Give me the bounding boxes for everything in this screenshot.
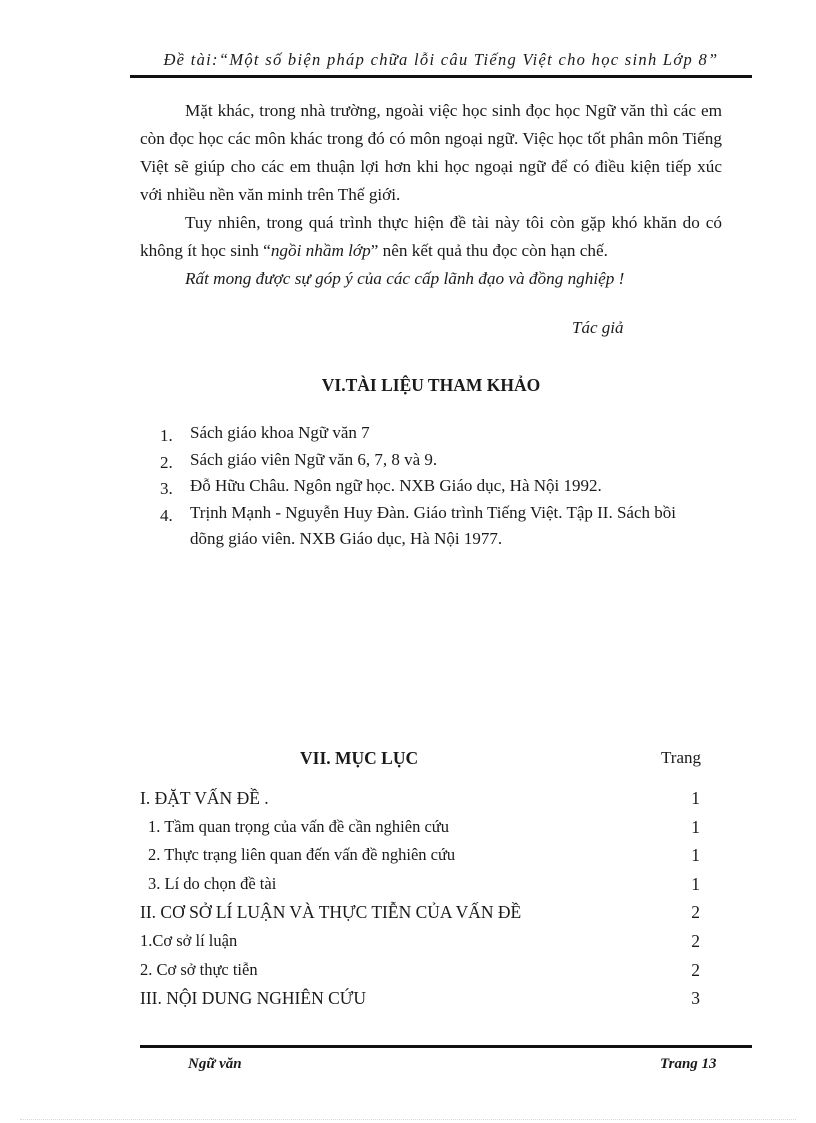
toc-entry-page: 1 [691, 788, 700, 808]
paragraph-2-end: ” nên kết quả thu đọc còn hạn chế. [370, 241, 608, 260]
reference-number: 1. [160, 426, 173, 445]
reference-number: 4. [160, 505, 173, 525]
reference-number: 2. [160, 452, 173, 472]
toc-entry[interactable] [140, 927, 700, 956]
toc-heading: VII. MỤC LỤC [300, 748, 419, 768]
toc-entry[interactable] [140, 956, 700, 985]
toc-entry-page: 2 [691, 959, 700, 980]
toc-entry-page: 2 [691, 902, 700, 923]
header-rule [130, 75, 752, 78]
closing-remark: Rất mong được sự góp ý của các cấp lãnh đạo và đồng nghiệp ! [185, 269, 625, 288]
references-list [160, 420, 700, 553]
reference-text: Đỗ Hữu Châu. Ngôn ngữ học. NXB Giáo dục, Hà Nội 1992. [190, 476, 602, 495]
toc-entry[interactable] [140, 898, 700, 927]
toc-entry-text: 2. Cơ sở thực tiễn [140, 959, 258, 979]
paragraph-2-start: Tuy nhiên, trong quá trình thực hiện đề tài này tôi còn gặp khó khăn do có không ít học sinh “ [140, 213, 722, 260]
toc-entry[interactable] [140, 870, 700, 899]
footer-page-number: Trang 13 [660, 1056, 717, 1072]
toc-entry-text: 2. Thực trạng liên quan đến vấn đề nghiên cứu [148, 845, 456, 865]
references-heading: VI.TÀI LIỆU THAM KHẢO [321, 375, 541, 395]
reference-text: Sách giáo khoa Ngữ văn 7 [190, 423, 370, 442]
toc-entry-page: 1 [691, 816, 700, 837]
toc-entry-text: 1. Tầm quan trọng của vấn đề cần nghiên cứu [148, 816, 449, 836]
reference-item [160, 500, 700, 553]
reference-item [160, 420, 700, 447]
toc-entry[interactable] [140, 841, 700, 870]
reference-text: Sách giáo viên Ngữ văn 6, 7, 8 và 9. [190, 449, 438, 469]
paragraph-2 [140, 209, 722, 265]
reference-text: Trịnh Mạnh - Nguyễn Huy Đàn. Giáo trình Tiếng Việt. Tập II. Sách bồi dõng giáo viên. NXB Giáo dục, Hà Nội 1977. [190, 502, 676, 548]
paragraph-1: Mặt khác, trong nhà trường, ngoài việc học sinh đọc học Ngữ văn thì các em còn đọc học các môn khác trong đó có môn ngoại ngữ. Việc học tốt phân môn Tiếng Việt sẽ giúp cho các em thuận lợi hơn khi học ngoại ngữ để có điều kiện tiếp xúc với nhiều nền văn minh trên Thế giới. [140, 101, 722, 204]
footer-rule [140, 1045, 752, 1048]
toc-entry-text: III. NỘI DUNG NGHIÊN CỨU [140, 988, 366, 1009]
toc-entry-page: 1 [691, 873, 700, 894]
emphasis-phrase: ngồi nhầm lớp [270, 241, 371, 260]
table-of-contents [140, 784, 700, 1013]
toc-entry[interactable] [140, 813, 700, 842]
reference-number: 3. [160, 479, 173, 498]
toc-entry-page: 2 [691, 930, 700, 951]
reference-item [160, 473, 700, 500]
toc-entry-page: 3 [691, 988, 700, 1009]
body-text [140, 97, 722, 293]
toc-entry[interactable] [140, 984, 700, 1013]
author-signature: Tác giả [572, 318, 624, 337]
toc-entry-page: 1 [691, 845, 700, 866]
page-header-title: Đề tài:“Một số biện pháp chữa lỗi câu Tiếng Việt cho học sinh Lớp 8” [163, 50, 719, 69]
toc-page-column-header: Trang [661, 748, 701, 767]
toc-entry-text: 3. Lí do chọn đề tài [148, 873, 277, 893]
reference-item [160, 447, 700, 474]
toc-entry-text: 1.Cơ sở lí luận [140, 930, 238, 950]
footer-subject: Ngữ văn [188, 1056, 242, 1072]
toc-entry-text: II. CƠ SỞ LÍ LUẬN VÀ THỰC TIỄN CỦA VẤN ĐỀ [140, 902, 522, 923]
toc-entry-text: I. ĐẶT VẤN ĐỀ . [140, 788, 269, 808]
page-edge-dotted-line [20, 1119, 796, 1120]
toc-entry[interactable] [140, 784, 700, 813]
